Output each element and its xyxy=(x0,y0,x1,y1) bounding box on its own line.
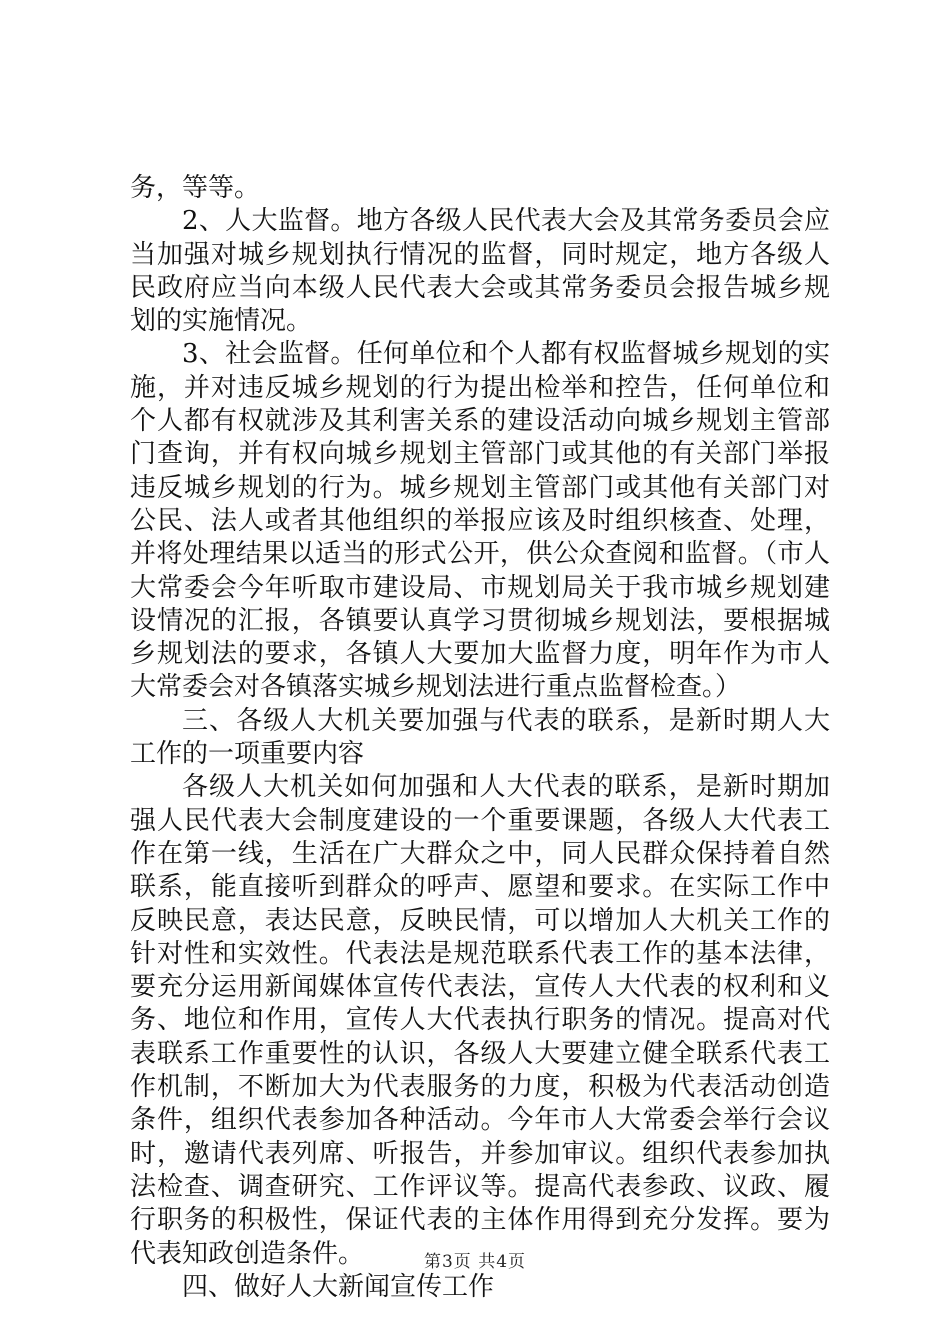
paragraph-representative-contact: 各级人大机关如何加强和人大代表的联系，是新时期加强人民代表大会制度建设的一个重要课题，各级人大代表工作在第一线，生活在广大群众之中，同人民群众保持着自然联系，能直接听到群众的呼声、愿望和要求。在实际工作中反映民意，表达民意，反映民情，可以增加人大机关工作的针对性和实效性。代表法是规范联系代表工作的基本法律，要充分运用新闻媒体宣传代表法，宣传人大代表的权利和义务、地位和作用，宣传人大代表执行职务的情况。提高对代表联系工作重要性的认识，各级人大要建立健全联系代表工作机制，不断加大为代表服务的力度，积极为代表活动创造条件，组织代表参加各种活动。今年市人大常委会举行会议时，邀请代表列席、听报告，并参加审议。组织代表参加执法检查、调查研究、工作评议等。提高代表参政、议政、履行职务的积极性，保证代表的主体作用得到充分发挥。要为代表知政创造条件。 xyxy=(130,772,830,1269)
document-body xyxy=(130,172,830,1304)
paragraph-continuation: 务，等等。 xyxy=(130,173,261,203)
section-heading-four: 四、做好人大新闻宣传工作 xyxy=(182,1271,495,1302)
paragraph-social-supervision: 3、社会监督。任何单位和个人都有权监督城乡规划的实施，并对违反城乡规划的行为提出检举和控告，任何单位和个人都有权就涉及其利害关系的建设活动向城乡规划主管部门查询，并有权向城乡规划主管部门或其他的有关部门举报违反城乡规划的行为。城乡规划主管部门或其他有关部门对公民、法人或者其他组织的举报应该及时组织核查、处理，并将处理结果以适当的形式公开，供公众查阅和监督。（市人大常委会今年听取市建设局、市规划局关于我市城乡规划建设情况的汇报，各镇要认真学习贯彻城乡规划法，要根据城乡规划法的要求，各镇人大要加大监督力度，明年作为市人大常委会对各镇落实城乡规划法进行重点监督检查。） xyxy=(130,339,830,703)
paragraph-people-congress-supervision: 2、人大监督。地方各级人民代表大会及其常务委员会应当加强对城乡规划执行情况的监督，同时规定，地方各级人民政府应当向本级人民代表大会或其常务委员会报告城乡规划的实施情况。 xyxy=(130,206,830,337)
page-number-footer: 第3页 共4页 xyxy=(423,1252,527,1272)
section-heading-three: 三、各级人大机关要加强与代表的联系，是新时期人大工作的一项重要内容 xyxy=(130,705,830,770)
